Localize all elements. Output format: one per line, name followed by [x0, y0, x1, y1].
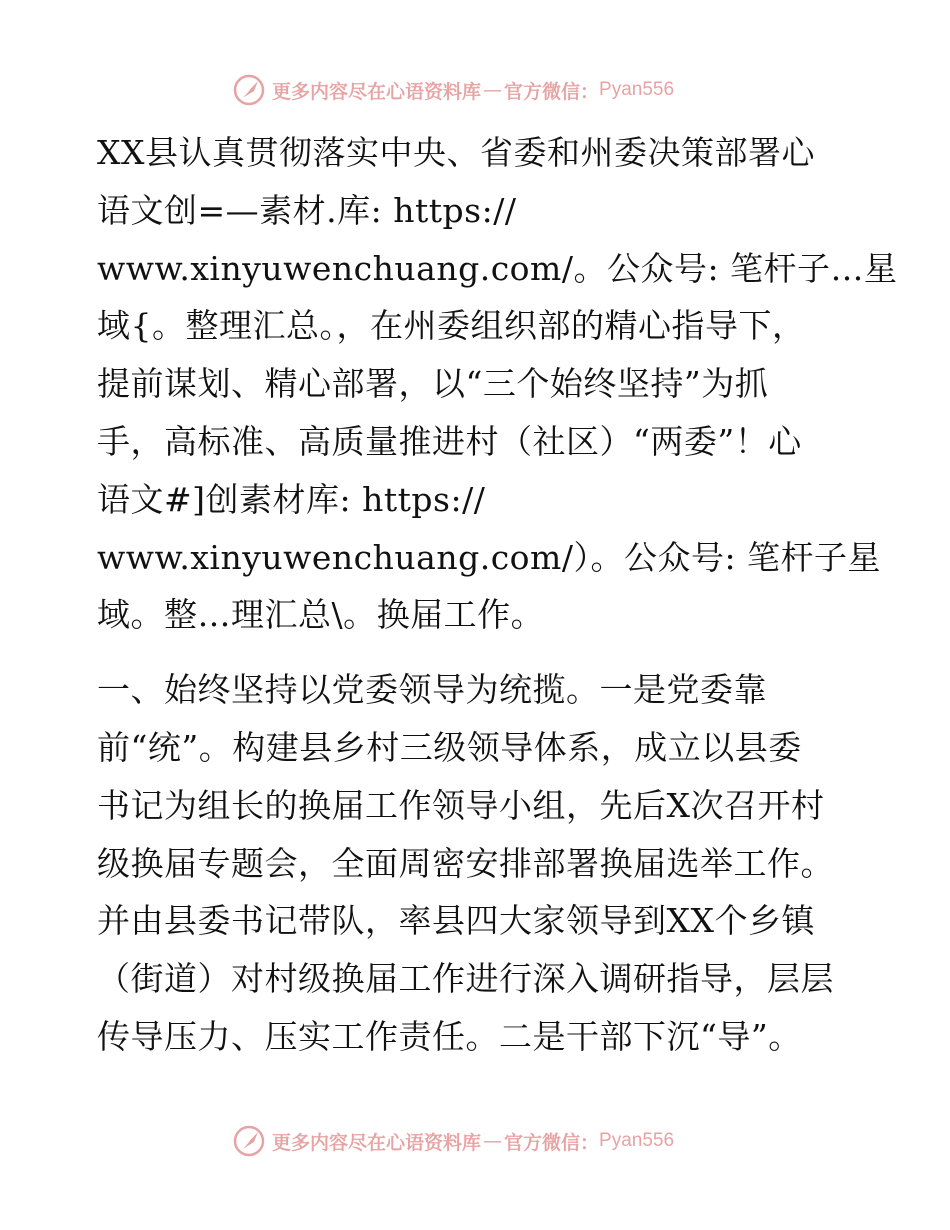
text-line: XX县认真贯彻落实中央、省委和州委决策部署心: [97, 133, 815, 172]
text-line: 书记为组长的换届工作领导小组，先后X次召开村: [97, 785, 825, 825]
text-line: 一、始终坚持以党委领导为统揽。一是党委靠: [97, 670, 767, 710]
feather-logo-icon: [232, 73, 266, 107]
watermark-text: 更多内容尽在心语资料库: [272, 1131, 482, 1154]
document-body: [97, 124, 898, 1066]
text-line: 域{。整理汇总。，在州委组织部的精心指导下，: [97, 306, 806, 346]
paragraph-1: [97, 124, 898, 644]
footer-watermark: [232, 1121, 674, 1161]
watermark-separator: —: [483, 1130, 503, 1152]
text-line: 域。整…理汇总\。换届工作。: [97, 595, 545, 635]
text-line: 手，高标准、高质量推进村（社区）“两委”！心: [97, 421, 802, 461]
feather-logo-icon: [232, 1124, 266, 1158]
watermark-separator: —: [483, 79, 503, 101]
text-line: 传导压力、压实工作责任。二是干部下沉“导”。: [97, 1016, 802, 1056]
watermark-id: Pyan556: [599, 1130, 675, 1151]
watermark-label: 官方微信：: [504, 80, 600, 103]
paragraph-2: [97, 661, 857, 1066]
text-line: www.xinyuwenchuang.com/）。公众号: 笔杆子星: [97, 537, 882, 577]
watermark-id: Pyan556: [599, 79, 675, 100]
text-line: 语文#]创素材库: https://: [97, 479, 486, 519]
text-line: 前“统”。构建县乡村三级领导体系，成立以县委: [97, 727, 802, 767]
text-line: 语文创=—素材.库: https://: [97, 190, 517, 230]
watermark-text: 更多内容尽在心语资料库: [272, 80, 482, 103]
watermark-label: 官方微信：: [504, 1131, 600, 1154]
text-line: （街道）对村级换届工作进行深入调研指导，层层: [97, 959, 834, 999]
text-line: www.xinyuwenchuang.com/。公众号: 笔杆子…星: [97, 248, 898, 288]
header-watermark: [232, 70, 674, 110]
text-line: 并由县委书记带队，率县四大家领导到XX个乡镇: [97, 901, 815, 941]
text-line: 提前谋划、精心部署，以“三个始终坚持”为抓: [97, 364, 769, 404]
text-line: 级换届专题会，全面周密安排部署换届选举工作。: [97, 843, 834, 883]
